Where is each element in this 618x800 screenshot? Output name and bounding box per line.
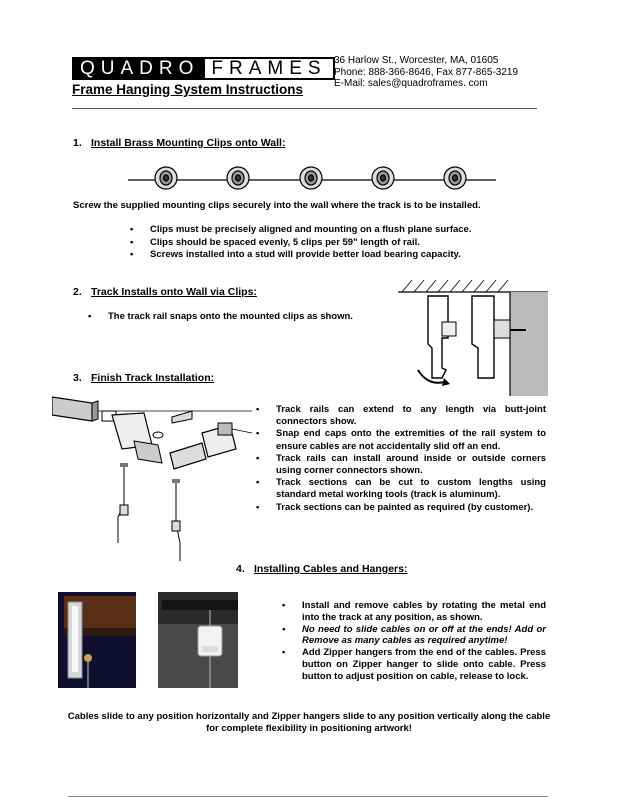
list-item: • Snap end caps onto the extremities of the rail system to ensure cables are not accidentally slid off an end. bbox=[250, 428, 546, 452]
clip-4 bbox=[372, 167, 394, 189]
company-logo bbox=[72, 57, 335, 80]
track-on-clip-cross-section-illustration bbox=[398, 278, 548, 396]
list-item: • Track sections can be painted as required (by customer). bbox=[250, 502, 546, 514]
contact-block bbox=[334, 55, 518, 90]
section-1-title: Install Brass Mounting Clips onto Wall: bbox=[91, 137, 286, 149]
email-line: E-Mail: sales@quadroframes. com bbox=[334, 78, 488, 89]
track-connectors-illustration bbox=[52, 393, 268, 563]
section-2-bullet-list bbox=[82, 311, 392, 324]
section-1-number: 1. bbox=[73, 137, 82, 149]
section-4-bullet-list bbox=[276, 600, 546, 683]
clip-1 bbox=[155, 167, 177, 189]
section-3-heading bbox=[73, 372, 214, 384]
mounting-clips-illustration bbox=[128, 160, 496, 196]
section-4-heading bbox=[236, 563, 407, 575]
section-1-bullet-list bbox=[124, 224, 544, 262]
section-3-bullet-list bbox=[250, 404, 546, 514]
list-item: • Track rails can extend to any length via butt-joint connectors show. bbox=[250, 404, 546, 428]
clip-3 bbox=[300, 167, 322, 189]
section-2-heading bbox=[73, 286, 257, 298]
closing-statement: Cables slide to any position horizontally and Zipper hangers slide to any position vertically along the cable for complete flexibility in positioning artwork! bbox=[67, 711, 551, 734]
footer-divider bbox=[68, 796, 548, 797]
clip-5 bbox=[444, 167, 466, 189]
section-4-number: 4. bbox=[236, 563, 245, 575]
logo-word-frames: FRAMES bbox=[205, 59, 332, 78]
clip-2 bbox=[227, 167, 249, 189]
list-item: • Screws installed into a stud will provide better load bearing capacity. bbox=[124, 249, 544, 262]
logo-word-quadro: QUADRO bbox=[74, 59, 205, 78]
phone-line: Phone: 888-366-8646, Fax 877-865-3219 bbox=[334, 66, 519, 78]
list-item: • Install and remove cables by rotating the metal end into the track at any position, as shown. bbox=[276, 600, 546, 624]
header-divider bbox=[72, 108, 537, 109]
address-line: 36 Harlow St., Worcester, MA, 01605 bbox=[334, 55, 499, 66]
section-3-number: 3. bbox=[73, 372, 82, 384]
page-title: Frame Hanging System Instructions bbox=[72, 82, 304, 97]
list-item: • No need to slide cables on or off at the ends! Add or Remove as many cables as required anytime! bbox=[276, 624, 546, 648]
section-4-title: Installing Cables and Hangers: bbox=[254, 563, 408, 575]
section-3-title: Finish Track Installation: bbox=[91, 372, 215, 384]
list-item: • Clips must be precisely aligned and mounting on a flush plane surface. bbox=[124, 224, 544, 237]
list-item: • Track sections can be cut to custom lengths using standard metal working tools (track is aluminum). bbox=[250, 477, 546, 501]
section-2-number: 2. bbox=[73, 286, 82, 298]
list-item: • Clips should be spaced evenly, 5 clips per 59" length of rail. bbox=[124, 237, 544, 250]
section-1-intro: Screw the supplied mounting clips securely into the wall where the track is to be installed. bbox=[73, 200, 481, 211]
list-item: • Add Zipper hangers from the end of the cables. Press button on Zipper hanger to slide onto cable. Press button to adjust position on cable, release to lock. bbox=[276, 647, 546, 682]
zipper-hanger-photo bbox=[158, 592, 238, 688]
cable-end-in-track-photo bbox=[58, 592, 136, 688]
list-item: • Track rails can install around inside or outside corners using corner connectors shown. bbox=[250, 453, 546, 477]
section-2-title: Track Installs onto Wall via Clips: bbox=[91, 286, 257, 298]
section-1-heading bbox=[73, 137, 285, 149]
list-item: • The track rail snaps onto the mounted clips as shown. bbox=[82, 311, 392, 324]
